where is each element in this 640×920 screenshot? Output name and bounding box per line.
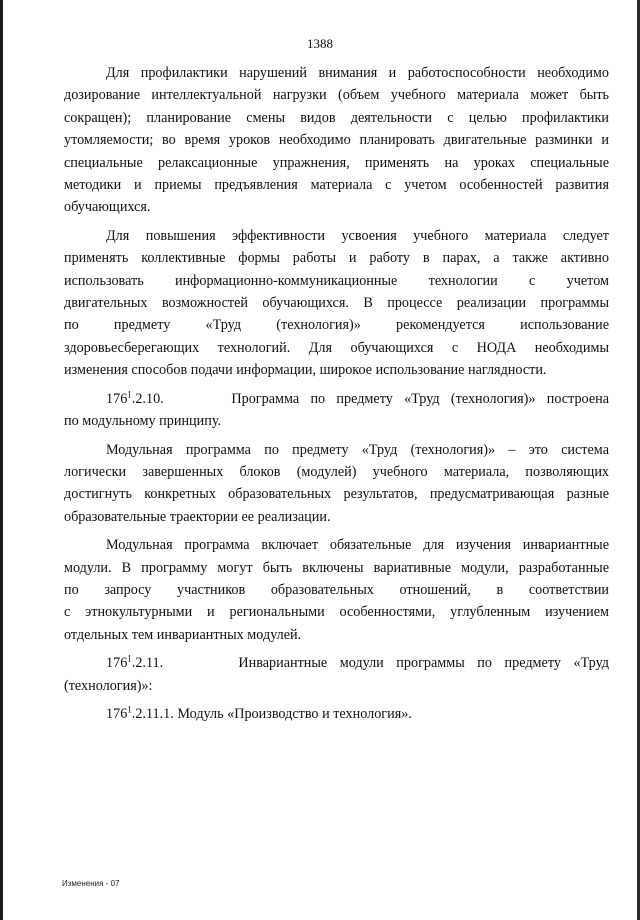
text-line: методики и приемы предъявления материала с учетом особенностей развития xyxy=(64,177,609,194)
page-number: 1388 xyxy=(307,36,333,51)
text-line: использовать информационно-коммуникационные технологии с учетом xyxy=(64,272,609,289)
text-line: с этнокультурными и региональными особенностями, углубленным изучением xyxy=(64,604,609,621)
text-line: по модульному принципу. xyxy=(64,413,222,430)
section-heading-text: Программа по предмету «Труд (технология)» построена xyxy=(231,390,609,407)
text-line: образовательные траектории ее реализации. xyxy=(64,508,331,525)
text-line: специальные релаксационные упражнения, применять на уроках специальные xyxy=(64,154,609,171)
text-line: утомляемости; во время уроков необходимо планировать двигательные разминки и xyxy=(64,132,609,149)
text-line: модули. В программу могут быть включены вариативные модули, разработанные xyxy=(64,559,609,576)
text-line: дозирование интеллектуальной нагрузки (объем учебного материала может быть xyxy=(64,87,609,104)
text-line: применять коллективные формы работы и работу в парах, а также активно xyxy=(64,250,609,267)
text-line: достигнуть конкретных образовательных результатов, предусматривающая разные xyxy=(64,486,609,503)
paragraph-section-176-1-2-10 xyxy=(64,388,609,433)
text-line: обучающихся. xyxy=(64,199,151,216)
text-line: отдельных тем инвариантных модулей. xyxy=(64,626,302,643)
text-line: по запросу участников образовательных отношений, в соответствии xyxy=(64,581,609,598)
section-number: $176^1.2.11.1$. xyxy=(106,704,174,722)
section-heading-text: Модуль «Производство и технология». xyxy=(177,705,412,722)
text-line: (технология)»: xyxy=(64,677,153,694)
paragraph-section-176-1-2-11-1 xyxy=(64,703,609,725)
text-line xyxy=(64,703,609,725)
text-line: логически завершенных блоков (модулей) учебного материала, позволяющих xyxy=(64,463,609,480)
paragraph-section-176-1-2-11 xyxy=(64,652,609,697)
text-line xyxy=(64,652,609,674)
document-body xyxy=(64,62,609,731)
text-line: по предмету «Труд (технология)» рекомендуется использование xyxy=(64,317,609,334)
text-line: Модульная программа включает обязательные для изучения инвариантные xyxy=(106,537,609,554)
text-line xyxy=(64,388,609,410)
paragraph-modular-program xyxy=(64,439,609,529)
text-line: Для повышения эффективности усвоения учебного материала следует xyxy=(106,227,609,244)
text-line: изменения способов подачи информации, широкое использование наглядности. xyxy=(64,362,547,379)
text-line: здоровьесберегающих технологий. Для обучающихся с НОДА необходимы xyxy=(64,339,609,356)
footer-revision-note: Изменения - 07 xyxy=(62,879,120,888)
section-heading-text: Инвариантные модули программы по предмету «Труд xyxy=(238,655,609,672)
text-line: Для профилактики нарушений внимания и работоспособности необходимо xyxy=(106,65,609,81)
text-line: Модульная программа по предмету «Труд (технология)» – это система xyxy=(106,441,609,458)
scan-edge-left xyxy=(0,0,3,920)
section-number: $176^1.2.10$. xyxy=(106,388,164,407)
text-line: сокращен); планирование смены видов деятельности с целью профилактики xyxy=(64,109,609,126)
paragraph-prevention xyxy=(64,62,609,219)
text-line: двигательных возможностей обучающихся. В процессе реализации программы xyxy=(64,295,609,312)
paragraph-modules-included xyxy=(64,534,609,646)
paragraph-efficiency xyxy=(64,225,609,382)
section-number: $176^1.2.11$. xyxy=(106,653,164,672)
